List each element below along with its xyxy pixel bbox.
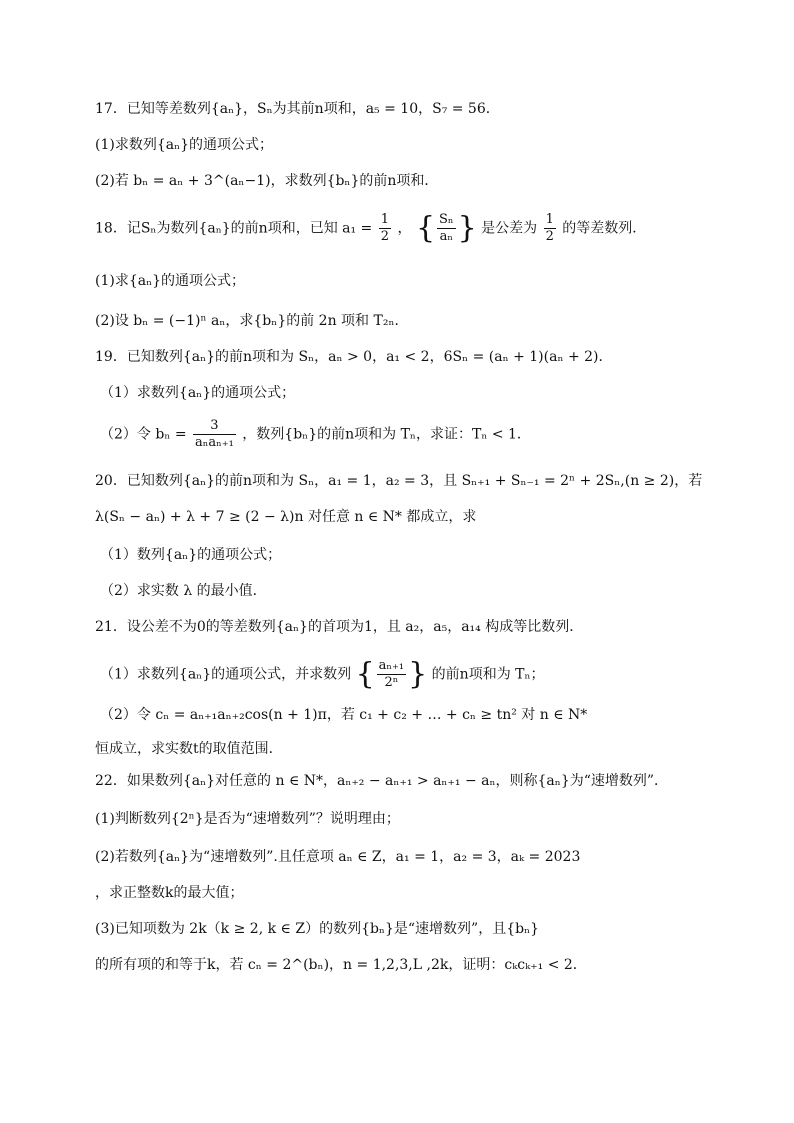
left-brace: { — [355, 656, 375, 692]
q17-stem: 17．已知等差数列{aₙ}，Sₙ为其前n项和，a₅ = 10，S₇ = 56． — [95, 101, 500, 117]
q19-stem: 19．已知数列{aₙ}的前n项和为 Sₙ，aₙ > 0，a₁ < 2，6Sₙ = (aₙ + 1)(aₙ + 2)． — [95, 349, 613, 365]
q20-part1: （1）数列{aₙ}的通项公式； — [100, 547, 282, 563]
q21-part1-text-b: 的前n项和为 Tₙ； — [431, 666, 545, 683]
q22-stem: 22．如果数列{aₙ}对任意的 n ∈ N*，aₙ₊₂ − aₙ₊₁ > aₙ₊₁ − aₙ，则称{aₙ}为“速增数列”． — [95, 773, 669, 789]
fraction-one-half-2 — [544, 212, 556, 245]
fraction-denominator: aₙaₙ₊₁ — [195, 435, 234, 450]
fraction-numerator: 1 — [545, 212, 554, 227]
q19-part2-text-a: （2）令 bₙ = — [100, 426, 187, 443]
fraction-numerator: 3 — [193, 418, 236, 435]
q22-part2: (2)若数列{aₙ}为“速增数列”.且任意项 aₙ ∈ Z，a₁ = 1，a₂ = 3，aₖ = 2023 — [95, 849, 581, 865]
q18-part1: (1)求{aₙ}的通项公式； — [95, 273, 246, 289]
fraction-numerator: aₙ₊₁ — [378, 658, 405, 673]
q18-stem-text-b: ， — [397, 220, 412, 237]
fraction-denominator: aₙ — [439, 229, 453, 244]
q20-stem: 20．已知数列{aₙ}的前n项和为 Sₙ，a₁ = 1，a₂ = 3，且 Sₙ₊₁ + Sₙ₋₁ = 2ⁿ + 2Sₙ,(n ≥ 2)，若 — [95, 473, 703, 489]
fraction-an1-over-2n — [377, 658, 406, 691]
fraction-denominator: 2ⁿ — [384, 675, 399, 690]
q17-part2: (2)若 bₙ = aₙ + 3^(aₙ−1)，求数列{bₙ}的前n项和． — [95, 173, 439, 189]
q21-part2: （2）令 cₙ = aₙ₊₁aₙ₊₂cos(n + 1)π，若 c₁ + c₂ + … + cₙ ≥ tn² 对 n ∈ N* — [100, 707, 588, 723]
q21-part1-text-a: （1）求数列{aₙ}的通项公式，并求数列 — [100, 666, 352, 683]
q22-part1: (1)判断数列{2ⁿ}是否为“速增数列”？说明理由； — [95, 811, 400, 827]
q22-part3-cont: 的所有项的和等于k，若 cₙ = 2^(bₙ)，n = 1,2,3,L ,2k，证明：cₖcₖ₊₁ < 2． — [95, 957, 587, 973]
right-brace: } — [457, 210, 477, 246]
right-brace: } — [408, 656, 428, 692]
q21-stem: 21．设公差不为0的等差数列{aₙ}的首项为1，且 a₂，a₅，a₁₄ 构成等比数列． — [95, 619, 584, 635]
fraction-one-half — [379, 212, 391, 245]
q18-stem — [95, 212, 646, 245]
q20-part2: （2）求实数 λ 的最小值． — [100, 583, 267, 599]
q18-stem-text-c: 是公差为 — [481, 220, 538, 237]
q22-part2-cont: ，求正整数k的最大值； — [95, 885, 244, 901]
q18-stem-text-a: 18．记Sₙ为数列{aₙ}的前n项和，已知 a₁ = — [95, 220, 373, 237]
left-brace: { — [415, 210, 436, 246]
fraction-denominator: 2 — [545, 229, 554, 244]
fraction-3-over-anan1 — [193, 418, 236, 451]
q22-part3: (3)已知项数为 2k（k ≥ 2, k ∈ Z）的数列{bₙ}是“速增数列”，且{bₙ} — [95, 921, 540, 937]
fraction-numerator: 1 — [380, 212, 390, 227]
q21-part2-cont: 恒成立，求实数t的取值范围． — [95, 741, 283, 757]
q18-part2: (2)设 bₙ = (−1)ⁿ aₙ，求{bₙ}的前 2n 项和 T₂ₙ． — [95, 313, 409, 329]
q19-part1: （1）求数列{aₙ}的通项公式； — [100, 385, 296, 401]
q21-part1 — [100, 658, 545, 691]
q19-part2 — [100, 418, 531, 451]
fraction-denominator: 2 — [380, 229, 390, 244]
q20-stem-cont: λ(Sₙ − aₙ) + λ + 7 ≥ (2 − λ)n 对任意 n ∈ N* 都成立，求 — [95, 509, 477, 525]
q17-part1: (1)求数列{aₙ}的通项公式； — [95, 137, 274, 153]
fraction-sn-over-an — [437, 212, 456, 245]
q19-part2-text-b: ，数列{bₙ}的前n项和为 Tₙ，求证：Tₙ < 1． — [242, 426, 531, 443]
fraction-numerator: Sₙ — [439, 212, 454, 227]
q18-stem-text-d: 的等差数列． — [562, 220, 647, 237]
